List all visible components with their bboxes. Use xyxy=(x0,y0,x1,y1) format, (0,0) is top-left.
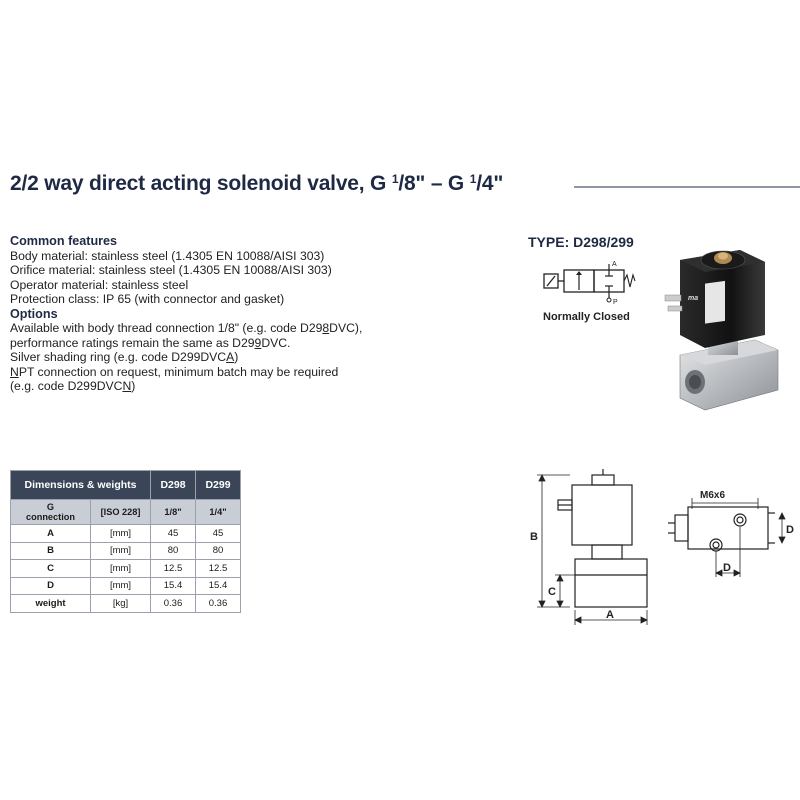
table-row xyxy=(11,525,241,543)
normally-closed-label: Normally Closed xyxy=(543,311,630,323)
dim-b-label: B xyxy=(530,531,538,543)
row-unit: [mm] xyxy=(91,542,151,560)
thread-label: M6x6 xyxy=(700,490,726,501)
port-p-label: P xyxy=(613,299,618,306)
options-heading: Options xyxy=(10,306,58,321)
features-section xyxy=(10,234,440,394)
feature-line: Body material: stainless steel (1.4305 EN 10088/AISI 303) xyxy=(10,248,325,263)
feature-line: Operator material: stainless steel xyxy=(10,277,189,292)
row-label: weight xyxy=(11,595,91,613)
table-header-d299: D299 xyxy=(196,471,241,500)
table-row xyxy=(11,500,241,525)
table-header-label: Dimensions & weights xyxy=(11,471,151,500)
row-d298: 0.36 xyxy=(151,595,196,613)
table-row xyxy=(11,560,241,578)
connection-label: G connection xyxy=(11,500,91,525)
dim-d-bottom-label: D xyxy=(723,562,731,574)
feature-line: Protection class: IP 65 (with connector and gasket) xyxy=(10,292,285,306)
row-d298: 12.5 xyxy=(151,560,196,578)
row-label: D xyxy=(11,577,91,595)
common-features-heading: Common features xyxy=(10,234,118,248)
valve-symbol-icon xyxy=(540,258,636,306)
option-line: (e.g. code D299DVCN) xyxy=(10,379,136,393)
row-d298: 15.4 xyxy=(151,577,196,595)
table-row xyxy=(11,577,241,595)
row-d298: 45 xyxy=(151,525,196,543)
row-label: B xyxy=(11,542,91,560)
row-unit: [kg] xyxy=(91,595,151,613)
feature-line: Orifice material: stainless steel (1.4305 EN 10088/AISI 303) xyxy=(10,263,332,277)
row-d299: 15.4 xyxy=(196,577,241,595)
row-d299: 45 xyxy=(196,525,241,543)
option-line: Available with body thread connection 1/8" (e.g. code D298DVC), xyxy=(10,321,363,335)
dim-d-side-label: D xyxy=(786,524,794,536)
option-line: Silver shading ring (e.g. code D299DVCA) xyxy=(10,350,239,364)
row-d299: 80 xyxy=(196,542,241,560)
row-unit: [mm] xyxy=(91,560,151,578)
row-d298: 80 xyxy=(151,542,196,560)
dim-c-label: C xyxy=(548,586,556,598)
row-d299: 12.5 xyxy=(196,560,241,578)
dim-a-label: A xyxy=(606,609,614,621)
row-label: A xyxy=(11,525,91,543)
table-header-d298: D298 xyxy=(151,471,196,500)
port-a-label: A xyxy=(612,261,617,268)
dimensions-table xyxy=(10,470,241,613)
row-label: C xyxy=(11,560,91,578)
title-rule xyxy=(574,186,800,188)
connection-unit: [ISO 228] xyxy=(91,500,151,525)
connection-d299: 1/4" xyxy=(196,500,241,525)
row-unit: [mm] xyxy=(91,577,151,595)
valve-product-image xyxy=(660,240,790,420)
dimension-drawing xyxy=(520,465,800,630)
option-line: performance ratings remain the same as D299DVC. xyxy=(10,335,291,350)
product-logo: ma xyxy=(688,295,699,302)
connection-d298: 1/8" xyxy=(151,500,196,525)
option-line: NPT connection on request, minimum batch may be required xyxy=(10,364,339,379)
table-row xyxy=(11,595,241,613)
row-unit: [mm] xyxy=(91,525,151,543)
type-label: TYPE: D298/299 xyxy=(528,234,634,250)
page-title: 2/2 way direct acting solenoid valve, G $^1$/8" – G $^1$/4" xyxy=(10,172,504,195)
table-row xyxy=(11,542,241,560)
row-d299: 0.36 xyxy=(196,595,241,613)
